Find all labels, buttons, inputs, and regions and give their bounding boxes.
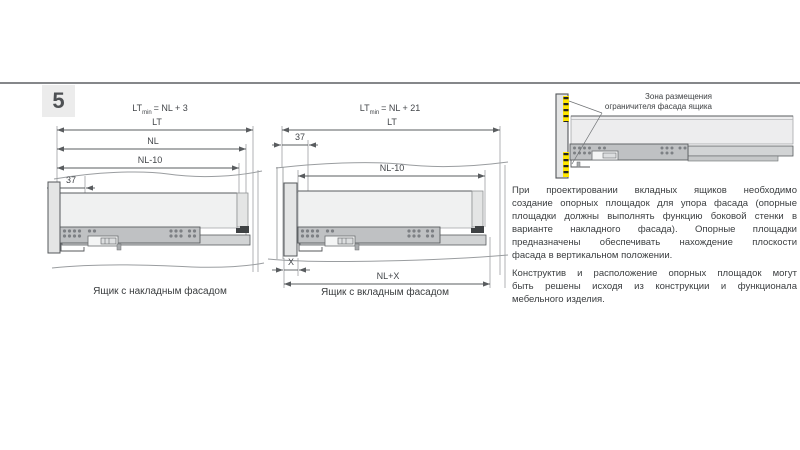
section-number: 5 (52, 88, 65, 113)
paragraph1-line: При проектировании вкладных ящиков необходимо (512, 185, 797, 196)
dim-37-left: 37 (65, 175, 77, 185)
paragraph1-line: предназначены обеспечивать нахождение плоскости (512, 237, 797, 248)
paragraph1-line: фасада в вертикальном положении. (512, 250, 673, 261)
section-number-badge (42, 85, 75, 117)
explanatory-text (512, 184, 797, 306)
top-divider (0, 82, 800, 84)
paragraph2-line: быть решены исходя из конструкции и функционала (512, 281, 797, 292)
paragraph1-line: создание опорных площадок для упора фасада (опорные (512, 198, 797, 209)
paragraph2-line: Конструктив и расположение опорных площадок могут (512, 268, 797, 279)
drawer-inset-facade-diagram (268, 126, 508, 288)
formula-left: $LT_{min}$ = NL + 3 (132, 103, 188, 116)
paragraph1-line: варианте накладного фасада). Опорные площадки (512, 224, 797, 235)
paragraph1-line: площадки должны выполнять функцию боковой стенки в (512, 211, 797, 222)
dim-nl10-left: NL-10 (137, 155, 163, 165)
dim-lt-left: LT (152, 117, 162, 127)
dim-nl-left: NL (147, 136, 159, 146)
dim-nl10-right: NL-10 (379, 163, 405, 173)
dim-nlx-right: NL+X (376, 271, 400, 281)
formula-right: $LT_{min}$ = NL + 21 (359, 103, 421, 116)
callout-line2: ограничителя фасада ящика (604, 101, 712, 111)
caption-overlay-facade: Ящик с накладным фасадом (93, 286, 227, 297)
dim-37-right: 37 (294, 132, 306, 142)
dim-lt-right: LT (387, 117, 397, 127)
drawer-overlay-facade-diagram (47, 126, 264, 272)
paragraph2-line: мебельного изделия. (512, 294, 605, 305)
callout-line1: Зона размещения (645, 92, 712, 101)
limiter-zone-callout (592, 92, 712, 111)
caption-inset-facade: Ящик с вкладным фасадом (321, 287, 449, 298)
dim-x-right: X (287, 257, 295, 267)
